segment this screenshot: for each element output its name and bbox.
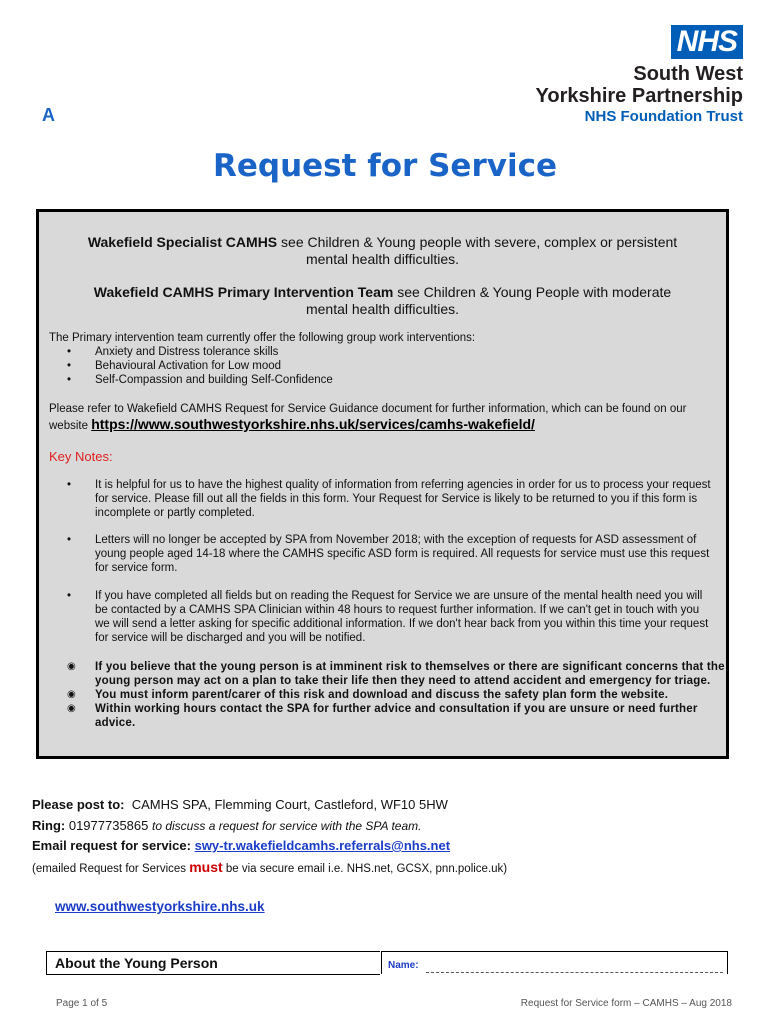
page-number: Page 1 of 5: [56, 998, 108, 1009]
note-item: • Letters will no longer be accepted by SPA from November 2018; with the exception of requests for ASD assessment of young people aged 14-18 where the CAMHS specific ASD form is required. All requests for service must use this request for service form.: [67, 534, 710, 574]
must-emphasis: must: [189, 859, 223, 875]
specialist-camhs-para: [39, 234, 726, 268]
form-reference: Request for Service form – CAMHS – Aug 2018: [520, 998, 732, 1009]
group-list: [67, 345, 717, 387]
email-link[interactable]: swy-tr.wakefieldcamhs.referrals@nhs.net: [194, 838, 451, 853]
specialist-camhs-desc: see Children & Young people with severe, complex or persistent mental health difficulties.: [277, 234, 678, 267]
about-heading-cell: [46, 951, 380, 975]
ring-line: [32, 818, 421, 833]
urgent-item: ◉ Within working hours contact the SPA for further advice and consultation if you are unsure or need further advice.: [67, 703, 698, 729]
list-item: • Anxiety and Distress tolerance skills: [67, 346, 279, 358]
name-field-cell[interactable]: [381, 951, 728, 974]
ring-note: to discuss a request for service with the SPA team.: [152, 819, 422, 833]
specialist-camhs-name: Wakefield Specialist CAMHS: [87, 234, 278, 250]
refer-para: [49, 402, 721, 434]
ring-label: Ring:: [32, 818, 66, 833]
about-heading: About the Young Person: [55, 955, 218, 971]
note-item: • If you have completed all fields but on reading the Request for Service we are unsure of the mental health need you will be contacted by a CAMHS SPA Clinician within 48 hours to request further information. If we can't get in touch with you we will send a letter asking for specific additional information. If we don't hear back from you within this time your request for service will be discharged and you will be notified.: [67, 590, 709, 644]
post-address: CAMHS SPA, Flemming Court, Castleford, WF10 5HW: [131, 797, 448, 812]
list-item: • Self-Compassion and building Self-Confidence: [67, 374, 333, 386]
urgent-list: [67, 660, 727, 730]
info-box: [36, 209, 729, 759]
page-title: Request for Service: [213, 148, 557, 184]
primary-intervention-name: Wakefield CAMHS Primary Intervention Team: [93, 284, 394, 300]
nhs-logo-mark: NHS: [671, 25, 743, 59]
post-label: Please post to:: [32, 797, 125, 812]
urgent-item: ◉ You must inform parent/carer of this risk and download and discuss the safety plan form the website.: [67, 689, 669, 701]
name-input-line[interactable]: [426, 972, 723, 973]
note-item: • It is helpful for us to have the highest quality of information from referring agencies in order for us to process your request for service. Please fill out all the fields in this form. Your Request for Service is likely to be returned to you if this form is incomplete or partly completed.: [67, 479, 711, 519]
refer-text: Please refer to Wakefield CAMHS Request for Service Guidance document for further information, which can be found on our website: [49, 403, 687, 432]
ring-number: 01977735865: [68, 818, 149, 833]
email-note: (emailed Request for Services must be via secure email i.e. NHS.net, GCSX, pnn.police.uk): [32, 859, 508, 875]
primary-intervention-desc: see Children & Young People with moderate mental health difficulties.: [305, 284, 672, 317]
nhs-trust-logo: [443, 25, 743, 126]
group-intro: The Primary intervention team currently offer the following group work interventions:: [49, 332, 476, 344]
urgent-item: ◉ If you believe that the young person is at imminent risk to themselves or there are significant concerns that the young person may act on a plan to take their life then they need to attend accident and emergency for triage.: [67, 661, 725, 687]
website-line: [55, 899, 265, 914]
org-name-line2: Yorkshire Partnership: [535, 85, 743, 107]
website-link[interactable]: www.southwestyorkshire.nhs.uk: [55, 899, 265, 914]
version-letter: A: [42, 105, 55, 125]
email-line: [32, 838, 450, 853]
key-notes-label: Key Notes:: [49, 449, 113, 464]
name-label: Name:: [388, 960, 419, 971]
primary-intervention-para: [39, 284, 726, 318]
about-young-person-table: [46, 951, 726, 975]
email-label: Email request for service:: [32, 838, 191, 853]
post-line: [32, 797, 448, 812]
org-name-line1: South West: [633, 63, 743, 85]
camhs-website-link[interactable]: https://www.southwestyorkshire.nhs.uk/services/camhs-wakefield/: [91, 416, 535, 432]
list-item: • Behavioural Activation for Low mood: [67, 360, 282, 372]
org-name-line3: NHS Foundation Trust: [584, 108, 743, 125]
